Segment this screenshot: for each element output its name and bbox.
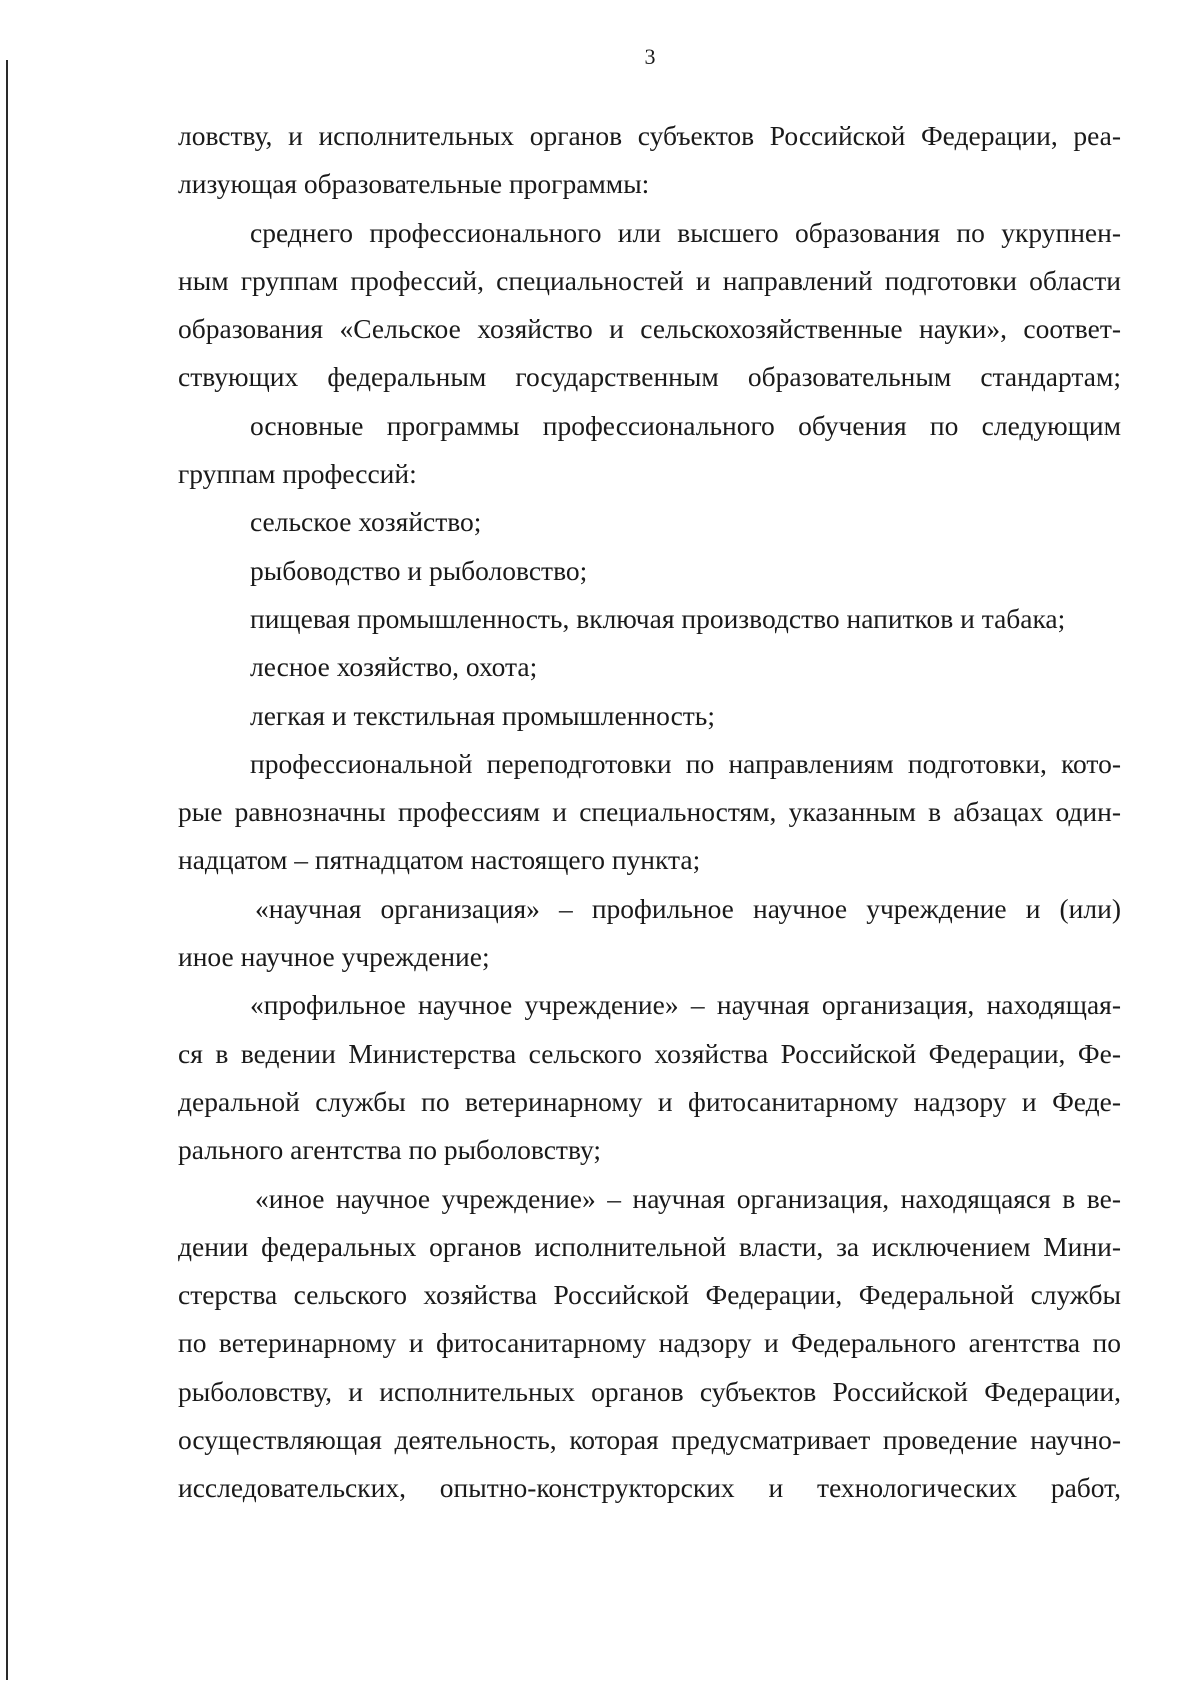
text-line: надцатом – пятнадцатом настоящего пункта;	[178, 844, 701, 876]
text-line: ся в ведении Министерства сельского хозяйства Российской Федерации, Фе-	[178, 1037, 1121, 1069]
text-line: «научная организация» – профильное научное учреждение и (или)	[255, 892, 1121, 924]
text-line: ствующих федеральным государственным образовательным стандартам;	[178, 361, 1121, 393]
document-body	[178, 112, 1121, 1513]
text-line: по ветеринарному и фитосанитарному надзору и Федерального агентства по	[178, 1327, 1121, 1359]
text-line: деральной службы по ветеринарному и фитосанитарному надзору и Феде-	[178, 1085, 1121, 1117]
text-line: образования «Сельское хозяйство и сельскохозяйственные науки», соответ-	[178, 313, 1121, 345]
text-line: исследовательских, опытно-конструкторских и технологических работ,	[178, 1472, 1121, 1504]
text-line: ловству, и исполнительных органов субъектов Российской Федерации, реа-	[178, 120, 1121, 151]
text-line: лесное хозяйство, охота;	[250, 651, 538, 683]
text-line: рыбоводство и рыболовство;	[250, 554, 588, 586]
text-line: рального агентства по рыболовству;	[178, 1134, 602, 1166]
text-line: среднего профессионального или высшего образования по укрупнен-	[250, 216, 1121, 248]
text-line: рые равнозначны профессиям и специальностям, указанным в абзацах один-	[178, 796, 1121, 828]
text-line: «иное научное учреждение» – научная организация, находящаяся в ве-	[255, 1182, 1121, 1214]
text-line: осуществляющая деятельность, которая предусматривает проведение научно-	[178, 1424, 1121, 1456]
text-line: ным группам профессий, специальностей и направлений подготовки области	[178, 264, 1121, 296]
text-line: лизующая образовательные программы:	[178, 168, 650, 200]
text-line: сельское хозяйство;	[250, 506, 482, 538]
scan-edge-line	[6, 60, 8, 1680]
text-line: легкая и текстильная промышленность;	[250, 699, 715, 731]
page-number: 3	[644, 44, 656, 69]
text-line: группам профессий:	[178, 458, 417, 490]
text-line: дении федеральных органов исполнительной власти, за исключением Мини-	[178, 1230, 1121, 1262]
text-line: пищевая промышленность, включая производство напитков и табака;	[250, 602, 1066, 634]
text-line: стерства сельского хозяйства Российской Федерации, Федеральной службы	[178, 1279, 1121, 1311]
text-line: рыболовству, и исполнительных органов субъектов Российской Федерации,	[178, 1375, 1121, 1407]
text-line: профессиональной переподготовки по направлениям подготовки, кото-	[250, 747, 1121, 779]
text-line: «профильное научное учреждение» – научная организация, находящая-	[250, 989, 1121, 1021]
text-line: иное научное учреждение;	[178, 941, 490, 973]
text-line: основные программы профессионального обучения по следующим	[250, 409, 1121, 441]
